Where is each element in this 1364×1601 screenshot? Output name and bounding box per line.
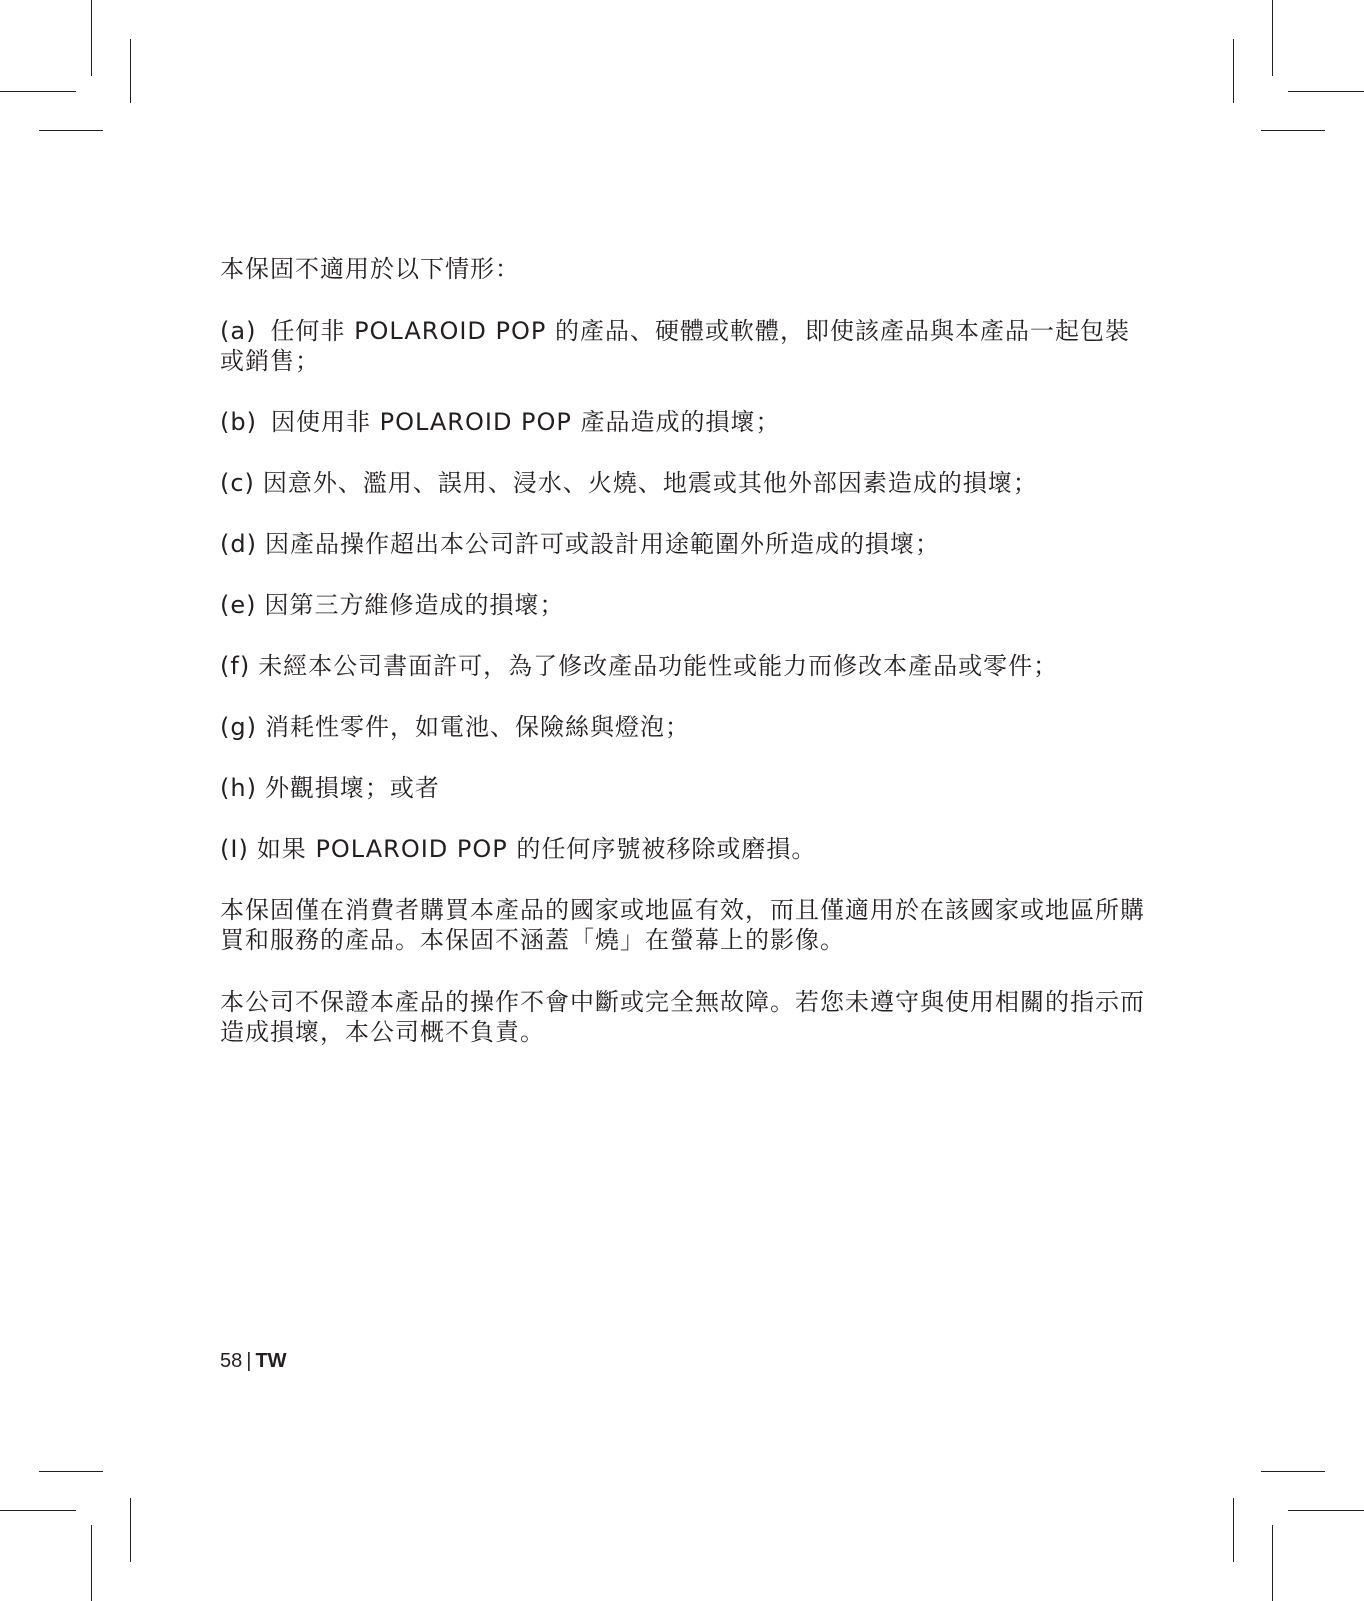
- list-item: [220, 651, 1150, 681]
- crop-mark: [1288, 1510, 1364, 1511]
- list-item: [220, 834, 1150, 864]
- list-item: [220, 468, 1150, 498]
- list-item: [220, 529, 1150, 559]
- crop-mark: [91, 0, 92, 76]
- crop-mark: [39, 1471, 103, 1472]
- item-label: (I): [220, 835, 249, 863]
- crop-mark: [39, 130, 103, 131]
- item-text: 外觀損壞；或者: [264, 774, 440, 802]
- item-text: 因意外、濫用、誤用、浸水、火燒、地震或其他外部因素造成的損壞；: [262, 469, 1038, 497]
- coverage-paragraph: 本保固僅在消費者購買本產品的國家或地區有效，而且僅適用於在該國家或地區所購買和服務的產品。本保固不涵蓋「燒」在螢幕上的影像。: [220, 896, 1145, 954]
- crop-mark: [1288, 91, 1364, 92]
- crop-mark: [1261, 130, 1325, 131]
- item-text: 任何非 POLAROID POP 的產品、硬體或軟體，即使該產品與本產品一起包裝或銷售；: [220, 317, 1130, 375]
- list-item: [220, 316, 1150, 376]
- language-code: TW: [255, 1350, 287, 1372]
- item-text: 因使用非 POLAROID POP 產品造成的損壞；: [270, 408, 781, 436]
- item-label: (e): [220, 591, 257, 619]
- item-text: 如果 POLAROID POP 的任何序號被移除或磨損。: [256, 835, 817, 863]
- item-text: 消耗性零件，如電池、保險絲與燈泡；: [264, 713, 690, 741]
- item-label: (d): [220, 530, 257, 558]
- item-text: 因產品操作超出本公司許可或設計用途範圍外所造成的損壞；: [264, 530, 940, 558]
- list-item: [220, 712, 1150, 742]
- crop-mark: [1272, 1525, 1273, 1601]
- crop-mark: [0, 1510, 76, 1511]
- item-label: (c): [220, 469, 255, 497]
- disclaimer-paragraph: 本公司不保證本產品的操作不會中斷或完全無故障。若您未遵守與使用相關的指示而造成損壞，本公司概不負責。: [220, 988, 1145, 1046]
- page-number: 58: [220, 1350, 243, 1372]
- item-label: (b): [220, 408, 257, 436]
- warranty-exclusions: [220, 254, 1150, 1079]
- list-item: [220, 590, 1150, 620]
- footer-separator: |: [246, 1350, 252, 1372]
- item-label: (a): [220, 317, 257, 345]
- crop-mark: [130, 39, 131, 103]
- crop-mark: [1233, 39, 1234, 103]
- crop-mark: [91, 1525, 92, 1601]
- crop-mark: [1233, 1498, 1234, 1562]
- intro-text: 本保固不適用於以下情形：: [220, 255, 520, 283]
- crop-mark: [1272, 0, 1273, 76]
- crop-mark: [1261, 1471, 1325, 1472]
- item-text: 未經本公司書面許可，為了修改產品功能性或能力而修改本產品或零件；: [258, 652, 1059, 680]
- page-footer: [220, 1350, 287, 1373]
- item-label: (f): [220, 652, 251, 680]
- item-text: 因第三方維修造成的損壞；: [264, 591, 565, 619]
- item-label: (g): [220, 713, 257, 741]
- crop-mark: [130, 1498, 131, 1562]
- item-label: (h): [220, 774, 257, 802]
- list-item: [220, 407, 1150, 437]
- crop-mark: [0, 91, 76, 92]
- list-item: [220, 773, 1150, 803]
